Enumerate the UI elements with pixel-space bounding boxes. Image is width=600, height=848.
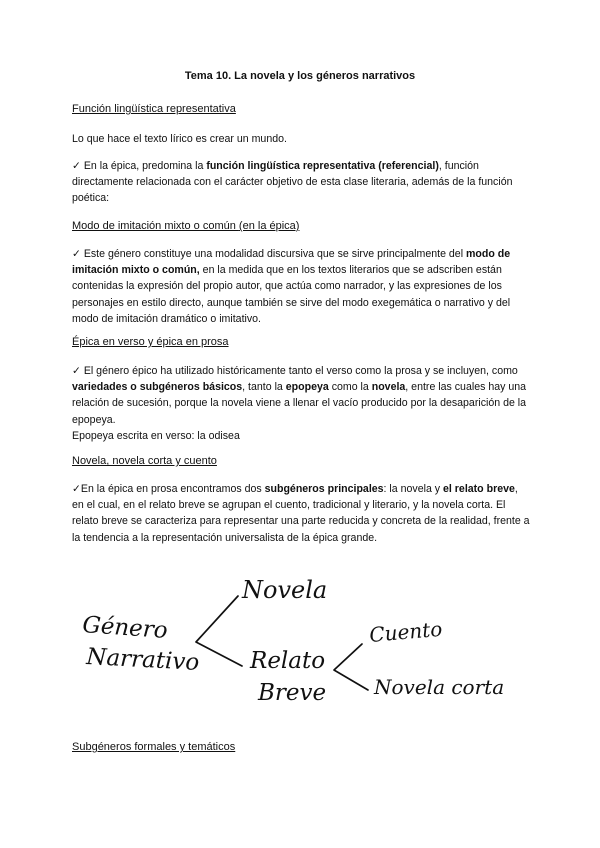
diagram-branch-top: Novela [242, 576, 328, 604]
diagram-leaf-top: Cuento [368, 616, 444, 647]
section-heading-funcion: Función lingüística representativa [72, 103, 236, 115]
section-heading-epica: Épica en verso y épica en prosa [72, 336, 229, 348]
diagram-branch-mid-line1: Relato [250, 648, 326, 674]
paragraph-epica: ✓ El género épico ha utilizado históricamente tanto el verso como la prosa y se incluyen, como variedades o subgéneros básicos, tanto la epopeya como la novela, entre las cuales hay una relación de sucesión, porque la novela viene a llenar el vacío producido por la desaparición de la epopeya. Epopeya escrita en verso: la odisea [72, 365, 527, 442]
section-heading-subgeneros: Subgéneros formales y temáticos [72, 741, 236, 753]
paragraph-novela: ✓En la épica en prosa encontramos dos subgéneros principales: la novela y el relato breve, en el cual, en el relato breve se agrupan el cuento, tradicional y literario, y la novela corta. El relato breve se caracteriza para representar una parte reducida y concreta de la realidad, frente a la tendencia a la representación universalista de la épica grande. [72, 483, 530, 544]
diagram-root-line1: Género [81, 612, 169, 644]
diagram-branch-lines [196, 596, 242, 666]
paragraph-funcion: ✓ En la épica, predomina la función lingüística representativa (referencial), función directamente relacionada con el carácter objetivo de esta clase literaria, además de la función poética: [72, 160, 513, 205]
diagram-sub-branch-lines [334, 644, 368, 690]
paragraph-intro: Lo que hace el texto lírico es crear un mundo. [72, 133, 287, 145]
diagram-root-line2: Narrativo [85, 644, 200, 676]
diagram-branch-mid-line2: Breve [258, 680, 327, 706]
epopeya-note: Epopeya escrita en verso: la odisea [72, 429, 240, 442]
diagram-leaf-bottom: Novela corta [374, 675, 505, 699]
paragraph-modo: ✓ Este género constituye una modalidad discursiva que se sirve principalmente del modo de imitación mixto o común, en la medida que en los textos literarios que se adscriben están contenidas la expresión del propio autor, que actúa como narrador, y las expresiones de los personajes en estilo directo, aunque también se sirve del modo exegemática o narrativo y del modo de imitación dramático o imitativo. [72, 248, 511, 325]
section-heading-modo: Modo de imitación mixto o común (en la épica) [72, 220, 300, 232]
page-title: Tema 10. La novela y los géneros narrativos [184, 70, 416, 82]
handwritten-diagram [0, 560, 600, 720]
section-heading-novela: Novela, novela corta y cuento [72, 455, 217, 467]
